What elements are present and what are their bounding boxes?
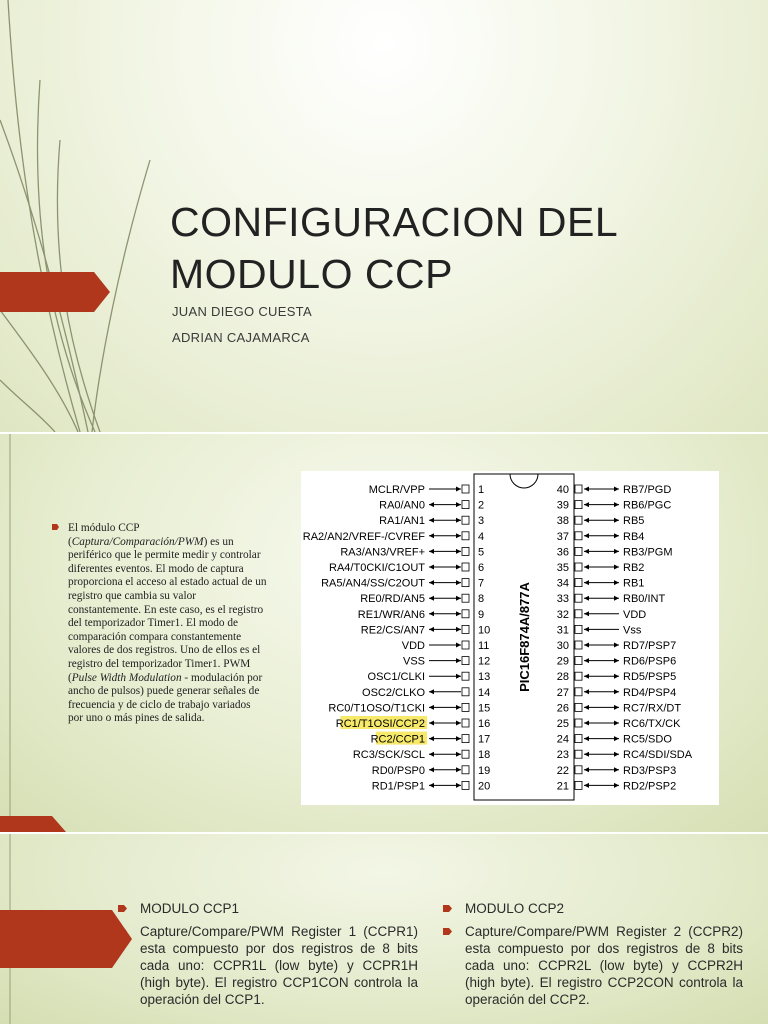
pin-arrowhead — [584, 736, 589, 741]
pin-arrowhead — [456, 674, 461, 679]
pin-number-left: 12 — [478, 655, 491, 668]
title-slide — [0, 0, 768, 432]
pin-label-left: RE2/CS/AN7 — [360, 624, 425, 637]
pin-arrowhead — [456, 565, 461, 570]
pin-arrowhead — [429, 502, 434, 507]
pin-arrowhead — [584, 643, 589, 648]
pin-number-right: 28 — [556, 671, 569, 684]
pin-number-right: 23 — [556, 749, 569, 762]
pin-arrowhead — [614, 533, 619, 538]
pin-pad — [575, 735, 582, 743]
pin-number-left: 16 — [478, 718, 491, 730]
pin-arrowhead — [584, 783, 589, 788]
pin-arrowhead — [584, 658, 589, 663]
pin-arrowhead — [456, 783, 461, 788]
para-text-2: ) es un periférico que le permite medir y controlar diferentes eventos. El modo de captura proporciona el acceso al estado actual de un registro que cambia su valor constantemente. En este caso, es el registro del temporizador Timer1. El modo de comparación compara constantemente valores de dos registros. Uno de ellos es el registro del temporizador Timer1. PWM ( — [68, 535, 267, 684]
pin-label-right: RD3/PSP3 — [623, 764, 677, 777]
bullet-arrow-icon — [52, 524, 59, 530]
pin-label-left: RA2/AN2/VREF-/CVREF — [302, 530, 425, 543]
accent-tag-shape — [0, 272, 110, 312]
pin-pad — [575, 703, 582, 711]
pin-number-right: 24 — [556, 733, 569, 746]
pin-label-left: RA1/AN1 — [379, 515, 425, 528]
pin-number-left: 14 — [478, 686, 491, 699]
pin-arrowhead — [584, 549, 589, 554]
pin-label-left: RD0/PSP0 — [371, 764, 425, 777]
pin-label-left: RD1/PSP1 — [371, 780, 425, 793]
pin-pad — [575, 657, 582, 665]
pin-arrowhead — [429, 689, 434, 694]
pin-label-right: RB3/PGM — [623, 546, 673, 559]
pin-arrowhead — [584, 533, 589, 538]
pin-arrowhead — [429, 611, 434, 616]
pin-label-left: RC2/CCP1 — [370, 733, 425, 746]
pin-arrowhead — [614, 643, 619, 648]
pin-number-right: 32 — [556, 608, 569, 621]
pin-number-right: 26 — [556, 702, 569, 715]
pin-number-left: 4 — [478, 530, 485, 543]
pin-label-right: VDD — [623, 608, 647, 621]
chip-name: PIC16F874A/877A — [517, 582, 532, 692]
pin-label-right: Vss — [623, 624, 642, 637]
pin-label-right: RB5 — [623, 515, 645, 528]
ccp1-column — [118, 900, 418, 1014]
pin-number-left: 13 — [478, 671, 491, 684]
left-rule-line — [0, 434, 20, 832]
para-text-1: El módulo CCP ( — [68, 522, 140, 548]
pin-number-right: 36 — [556, 546, 569, 559]
title-line-2: MODULO CCP — [170, 251, 453, 297]
pin-number-right: 21 — [556, 780, 569, 793]
pin-label-right: RD6/PSP6 — [623, 655, 677, 668]
accent-tag-shape — [0, 816, 66, 832]
pin-pad — [575, 485, 582, 493]
pin-pad — [575, 672, 582, 680]
bullet-arrow-icon — [443, 905, 452, 912]
pin-label-right: RD7/PSP7 — [623, 640, 677, 652]
pin-pad — [462, 719, 469, 727]
pin-arrowhead — [429, 721, 434, 726]
pin-label-left: OSC1/CLKI — [367, 671, 425, 684]
pin-arrowhead — [456, 627, 461, 632]
pin-label-left: RC3/SCK/SCL — [352, 749, 425, 762]
pin-number-left: 19 — [478, 764, 491, 777]
pin-arrowhead — [456, 767, 461, 772]
pin-arrowhead — [456, 502, 461, 507]
pin-label-right: RC4/SDI/SDA — [623, 749, 693, 762]
pin-diagram — [301, 471, 719, 805]
decorative-curves — [0, 0, 160, 432]
pin-arrowhead — [614, 783, 619, 788]
pin-label-right: RC5/SDO — [623, 733, 672, 746]
bullet-arrow-icon — [443, 928, 452, 935]
pin-arrowhead — [614, 721, 619, 726]
pin-number-left: 7 — [478, 577, 485, 590]
pin-number-right: 29 — [556, 655, 569, 668]
pin-pad — [462, 781, 469, 789]
ccp1-heading: MODULO CCP1 — [140, 901, 240, 916]
pin-pad — [462, 547, 469, 555]
pin-arrowhead — [614, 518, 619, 523]
pin-pad — [462, 594, 469, 602]
pin-arrowhead — [429, 518, 434, 523]
pin-number-left: 11 — [478, 640, 490, 652]
pin-arrowhead — [429, 565, 434, 570]
pin-pad — [575, 688, 582, 696]
pin-number-left: 20 — [478, 780, 491, 793]
pin-pad — [575, 750, 582, 758]
pin-number-right: 25 — [556, 718, 569, 730]
pin-number-right: 33 — [556, 593, 569, 606]
pin-number-right: 27 — [556, 686, 569, 699]
pin-label-left: RC0/T1OSO/T1CKI — [328, 702, 425, 715]
pin-arrowhead — [584, 565, 589, 570]
pin-pad — [462, 579, 469, 587]
pin-arrowhead — [456, 596, 461, 601]
pin-number-right: 37 — [556, 530, 569, 543]
pin-number-left: 5 — [478, 546, 485, 559]
pin-number-left: 10 — [478, 624, 491, 637]
pin-arrowhead — [614, 549, 619, 554]
slide-title — [170, 196, 730, 300]
pin-arrowhead — [584, 487, 589, 492]
pin-pad — [462, 703, 469, 711]
pin-arrowhead — [614, 487, 619, 492]
para-italic-1: Captura/Comparación/PWM — [71, 535, 204, 548]
pin-arrowhead — [584, 611, 589, 616]
pin-arrowhead — [584, 596, 589, 601]
pin-label-right: RC6/TX/CK — [623, 718, 681, 730]
pin-label-right: RB4 — [623, 530, 645, 543]
pin-pad — [462, 485, 469, 493]
pin-arrowhead — [584, 518, 589, 523]
pin-pad — [462, 657, 469, 665]
pin-pad — [575, 563, 582, 571]
pin-pad — [575, 532, 582, 540]
pin-arrowhead — [429, 549, 434, 554]
pin-pad — [575, 516, 582, 524]
pin-number-left: 1 — [478, 484, 485, 496]
pin-label-left: RC1/T1OSI/CCP2 — [335, 718, 425, 730]
pin-arrowhead — [456, 518, 461, 523]
ccp2-body: Capture/Compare/PWM Register 2 (CCPR2) esta compuesto por dos registros de 8 bits cada uno: CCPR2L (low byte) y CCPR2H (high byte). El registro CCP2CON controla la operación del CCP2. — [465, 924, 743, 1007]
pin-arrowhead — [584, 721, 589, 726]
pin-label-left: RE1/WR/AN6 — [357, 608, 425, 621]
pin-arrowhead — [584, 627, 589, 632]
para-italic-2: Pulse Width Modulation — [71, 671, 182, 684]
pin-pad — [575, 719, 582, 727]
pin-arrowhead — [429, 783, 434, 788]
author-1: JUAN DIEGO CUESTA — [172, 304, 312, 319]
pin-label-right: RB0/INT — [623, 593, 666, 606]
pin-arrowhead — [614, 658, 619, 663]
pin-arrowhead — [456, 533, 461, 538]
pin-pad — [462, 532, 469, 540]
pin-pad — [575, 547, 582, 555]
pin-label-right: RD2/PSP2 — [623, 780, 677, 793]
pin-label-left: VSS — [402, 655, 425, 668]
para-text-3: - modulación por ancho de pulsos) puede generar señales de frecuencia y de ciclo de trabajo variados por uno o más pines de salida. — [68, 671, 263, 725]
pin-label-right: RB7/PGD — [623, 484, 672, 496]
pin-number-left: 15 — [478, 702, 491, 715]
pin-arrowhead — [614, 580, 619, 585]
pin-arrowhead — [614, 502, 619, 507]
pin-arrowhead — [584, 767, 589, 772]
pin-arrowhead — [429, 533, 434, 538]
pin-label-right: RD4/PSP4 — [623, 686, 677, 699]
pin-number-right: 22 — [556, 764, 569, 777]
pin-arrowhead — [456, 611, 461, 616]
title-line-1: CONFIGURACION DEL — [170, 199, 619, 245]
pin-arrowhead — [584, 752, 589, 757]
pin-label-right: RB6/PGC — [623, 499, 672, 512]
pin-arrowhead — [429, 705, 434, 710]
pin-arrowhead — [456, 705, 461, 710]
pin-arrowhead — [429, 767, 434, 772]
pin-arrowhead — [614, 705, 619, 710]
pin-number-left: 9 — [478, 608, 485, 621]
pin-arrowhead — [456, 752, 461, 757]
accent-tag-shape — [0, 910, 132, 968]
pin-pad — [575, 610, 582, 618]
ccp1-body: Capture/Compare/PWM Register 1 (CCPR1) esta compuesto por dos registros de 8 bits cada uno: CCPR1L (low byte) y CCPR1H (high byte). El registro CCP1CON controla la operación del CCP1. — [140, 924, 418, 1007]
pin-arrowhead — [614, 674, 619, 679]
pin-arrowhead — [456, 580, 461, 585]
pin-pad — [462, 610, 469, 618]
pin-number-left: 6 — [478, 562, 485, 574]
pin-arrowhead — [456, 736, 461, 741]
pin-arrowhead — [614, 689, 619, 694]
pin-pad — [462, 688, 469, 696]
pin-pad — [462, 735, 469, 743]
pin-pad — [462, 625, 469, 633]
pin-pad — [462, 766, 469, 774]
pin-label-left: RA3/AN3/VREF+ — [340, 546, 425, 559]
pin-number-left: 17 — [478, 733, 491, 746]
pin-label-left: RA0/AN0 — [379, 499, 425, 512]
bullet-arrow-icon — [118, 928, 127, 935]
pin-pad — [575, 766, 582, 774]
pin-pad — [575, 594, 582, 602]
pin-pad — [462, 563, 469, 571]
pic-pinout-svg — [301, 471, 719, 805]
pin-number-right: 34 — [556, 577, 569, 590]
pin-label-left: MCLR/VPP — [368, 484, 425, 496]
pin-pad — [462, 501, 469, 509]
pin-number-right: 40 — [556, 484, 569, 496]
ccp2-heading: MODULO CCP2 — [465, 901, 565, 916]
pin-number-left: 3 — [478, 515, 485, 528]
author-2: ADRIAN CAJAMARCA — [172, 330, 310, 345]
pin-label-left: RA5/AN4/SS/C2OUT — [321, 577, 425, 590]
pin-number-right: 35 — [556, 562, 569, 574]
pin-arrowhead — [584, 689, 589, 694]
pin-arrowhead — [429, 596, 434, 601]
pin-pad — [575, 781, 582, 789]
pin-number-left: 18 — [478, 749, 491, 762]
pin-number-left: 2 — [478, 499, 485, 512]
pin-pad — [462, 641, 469, 649]
ccp2-column — [443, 900, 743, 1014]
pin-arrowhead — [456, 721, 461, 726]
pin-label-left: RA4/T0CKI/C1OUT — [329, 562, 425, 574]
pin-arrowhead — [614, 596, 619, 601]
pin-pad — [462, 516, 469, 524]
pin-arrowhead — [456, 643, 461, 648]
pin-arrowhead — [429, 752, 434, 757]
pin-arrowhead — [614, 565, 619, 570]
pin-label-right: RD5/PSP5 — [623, 671, 677, 684]
pin-label-left: RE0/RD/AN5 — [360, 593, 425, 606]
pin-arrowhead — [614, 752, 619, 757]
pin-label-right: RC7/RX/DT — [623, 702, 682, 715]
pin-number-left: 8 — [478, 593, 485, 606]
pin-pad — [575, 641, 582, 649]
pin-pad — [462, 672, 469, 680]
pin-arrowhead — [584, 674, 589, 679]
pin-arrowhead — [584, 502, 589, 507]
pin-label-left: OSC2/CLKO — [362, 686, 425, 699]
pin-arrowhead — [614, 767, 619, 772]
pin-arrowhead — [456, 487, 461, 492]
pin-label-left: VDD — [401, 640, 425, 652]
pin-arrowhead — [429, 736, 434, 741]
pin-number-right: 39 — [556, 499, 569, 512]
pin-pad — [462, 750, 469, 758]
pin-arrowhead — [429, 580, 434, 585]
pin-pad — [575, 625, 582, 633]
pin-number-right: 30 — [556, 640, 569, 652]
pin-arrowhead — [456, 549, 461, 554]
pin-pad — [575, 579, 582, 587]
pin-arrowhead — [456, 658, 461, 663]
pin-number-right: 38 — [556, 515, 569, 528]
pin-pad — [575, 501, 582, 509]
pin-arrowhead — [429, 627, 434, 632]
pin-arrowhead — [584, 705, 589, 710]
pin-label-right: RB2 — [623, 562, 645, 574]
pin-arrowhead — [584, 580, 589, 585]
pin-arrowhead — [614, 736, 619, 741]
pin-label-right: RB1 — [623, 577, 645, 590]
pin-number-right: 31 — [556, 624, 569, 637]
bullet-arrow-icon — [118, 905, 127, 912]
